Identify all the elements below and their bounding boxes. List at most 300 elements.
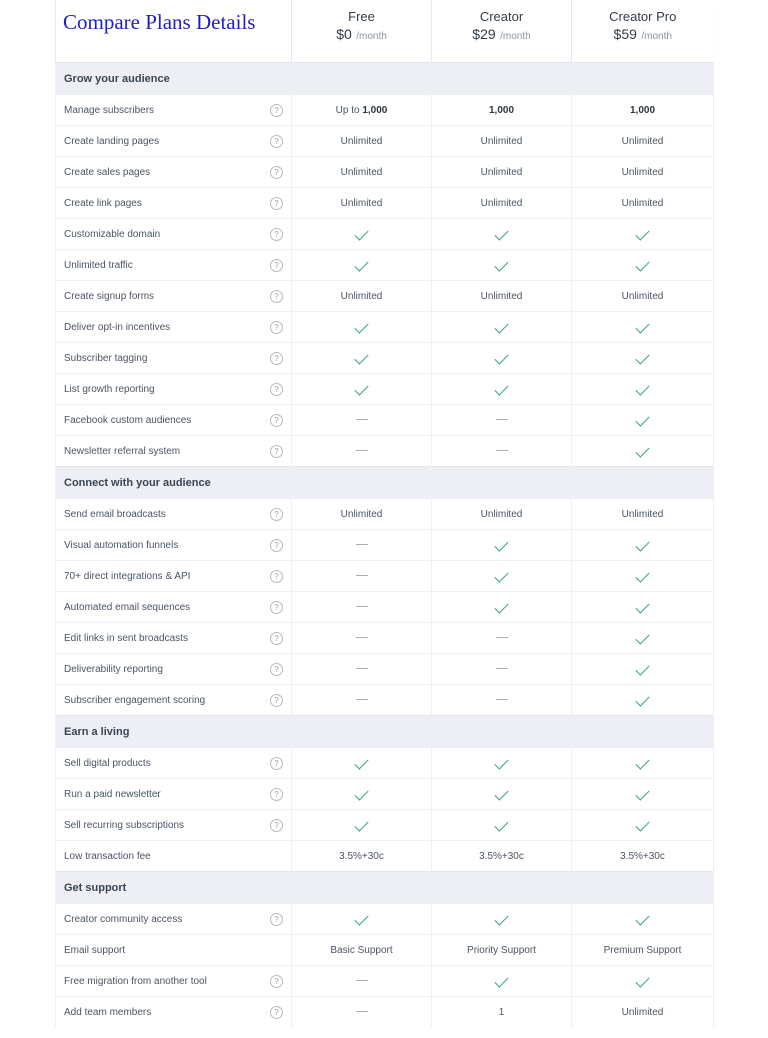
feature-label: Visual automation funnels: [64, 539, 179, 551]
feature-label-cell: [56, 592, 292, 623]
section-cell: [572, 716, 714, 748]
help-icon[interactable]: ?: [270, 601, 283, 614]
value-text: Unlimited: [480, 166, 523, 178]
value-text: Unlimited: [340, 135, 383, 147]
feature-label: Send email broadcasts: [64, 508, 166, 520]
table-row: [56, 126, 714, 157]
check-icon: [354, 381, 368, 395]
plan-value-cell: [292, 281, 432, 312]
check-icon: [494, 911, 508, 925]
feature-label: Add team members: [64, 1006, 152, 1018]
feature-label-cell: [56, 685, 292, 716]
plan-value-cell: [292, 966, 432, 997]
check-icon: [635, 692, 649, 706]
plan-value-cell: [432, 904, 572, 935]
value-text: 3.5%+30c: [620, 850, 665, 862]
plan-value-cell: [572, 126, 714, 157]
plan-value-cell: [432, 592, 572, 623]
plan-value-cell: [292, 157, 432, 188]
plan-value-cell: [432, 343, 572, 374]
feature-label-cell: [56, 436, 292, 467]
table-row: [56, 157, 714, 188]
feature-label: Newsletter referral system: [64, 445, 181, 457]
plan-value-cell: [432, 219, 572, 250]
dash-icon: [356, 575, 368, 576]
feature-label: Run a paid newsletter: [64, 788, 161, 800]
plan-value-cell: [432, 250, 572, 281]
feature-label: 70+ direct integrations & API: [64, 570, 191, 582]
dash-icon: [496, 637, 508, 638]
feature-label: Edit links in sent broadcasts: [64, 632, 188, 644]
plan-value-cell: [432, 654, 572, 685]
table-row: [56, 748, 714, 779]
table-row: [56, 810, 714, 841]
plan-value-cell: [572, 95, 714, 126]
section-title: Grow your audience: [56, 63, 292, 95]
check-icon: [494, 755, 508, 769]
value-text: Unlimited: [621, 197, 664, 209]
help-icon[interactable]: ?: [270, 228, 283, 241]
section-cell: [432, 467, 572, 499]
value-text: Unlimited: [621, 1006, 664, 1018]
help-icon[interactable]: ?: [270, 913, 283, 926]
help-icon[interactable]: ?: [270, 757, 283, 770]
plan-value-cell: [572, 685, 714, 716]
table-row: [56, 95, 714, 126]
check-icon: [635, 817, 649, 831]
help-icon[interactable]: ?: [270, 632, 283, 645]
help-icon[interactable]: ?: [270, 104, 283, 117]
plan-value-cell: [432, 997, 572, 1028]
help-icon[interactable]: ?: [270, 166, 283, 179]
section-cell: [292, 467, 432, 499]
compare-plans-table: [55, 0, 714, 1027]
price-amount: $29: [472, 26, 496, 42]
help-icon[interactable]: ?: [270, 197, 283, 210]
dash-icon: [496, 699, 508, 700]
plan-value-cell: [572, 157, 714, 188]
check-icon: [494, 817, 508, 831]
plan-value-cell: [292, 841, 432, 872]
plan-value-cell: [292, 219, 432, 250]
dash-icon: [496, 419, 508, 420]
feature-label-cell: [56, 748, 292, 779]
section-cell: [292, 716, 432, 748]
plan-value-cell: [572, 219, 714, 250]
feature-label: Create landing pages: [64, 135, 160, 147]
check-icon: [635, 911, 649, 925]
help-icon[interactable]: ?: [270, 570, 283, 583]
section-cell: [572, 872, 714, 904]
compare-plans-table-wrap: [55, 0, 713, 1027]
plan-value-cell: [432, 281, 572, 312]
plan-value-cell: [432, 374, 572, 405]
check-icon: [635, 786, 649, 800]
section-cell: [572, 467, 714, 499]
table-row: [56, 499, 714, 530]
check-icon: [494, 568, 508, 582]
plan-value-cell: [432, 436, 572, 467]
plan-value-cell: [292, 592, 432, 623]
plan-value-cell: [432, 779, 572, 810]
value-text: Unlimited: [621, 290, 664, 302]
feature-label: Sell digital products: [64, 757, 151, 769]
page-title: Compare Plans Details: [56, 0, 292, 63]
dash-icon: [356, 699, 368, 700]
plan-value-cell: [432, 405, 572, 436]
feature-label: Automated email sequences: [64, 601, 191, 613]
check-icon: [494, 350, 508, 364]
check-icon: [494, 257, 508, 271]
value-text: 1: [498, 1006, 505, 1018]
feature-label-cell: [56, 530, 292, 561]
table-row: [56, 250, 714, 281]
value-text: 1,000: [362, 104, 388, 116]
feature-label-cell: [56, 95, 292, 126]
value-text: 3.5%+30c: [479, 850, 524, 862]
feature-label: List growth reporting: [64, 383, 155, 395]
help-icon[interactable]: ?: [270, 352, 283, 365]
table-row: [56, 530, 714, 561]
plan-value-cell: [292, 623, 432, 654]
dash-icon: [356, 606, 368, 607]
plan-value-cell: [572, 499, 714, 530]
plan-value-cell: [292, 374, 432, 405]
feature-label-cell: [56, 157, 292, 188]
check-icon: [494, 973, 508, 987]
plan-value-cell: [292, 126, 432, 157]
plan-value-cell: [572, 779, 714, 810]
value-text: Unlimited: [480, 290, 523, 302]
section-cell: [292, 63, 432, 95]
plan-value-cell: [292, 810, 432, 841]
check-icon: [635, 537, 649, 551]
check-icon: [635, 350, 649, 364]
table-row: [56, 343, 714, 374]
feature-label: Deliverability reporting: [64, 663, 163, 675]
help-icon[interactable]: ?: [270, 975, 283, 988]
check-icon: [354, 319, 368, 333]
help-icon[interactable]: ?: [270, 290, 283, 303]
table-row: [56, 904, 714, 935]
plan-value-cell: [572, 561, 714, 592]
price-period: /month: [500, 31, 531, 42]
plan-header-creator-pro: [572, 0, 714, 63]
plan-value-cell: [572, 405, 714, 436]
value-text: Unlimited: [480, 197, 523, 209]
feature-label: Create sales pages: [64, 166, 151, 178]
plan-value-cell: [292, 935, 432, 966]
table-row: [56, 779, 714, 810]
plan-value-cell: [432, 530, 572, 561]
plan-value-cell: [292, 997, 432, 1028]
feature-label: Facebook custom audiences: [64, 414, 192, 426]
check-icon: [354, 817, 368, 831]
check-icon: [354, 911, 368, 925]
plan-value-cell: [292, 436, 432, 467]
help-icon[interactable]: ?: [270, 539, 283, 552]
price-period: /month: [356, 31, 387, 42]
check-icon: [494, 226, 508, 240]
plan-value-cell: [572, 810, 714, 841]
value-text: Unlimited: [621, 508, 664, 520]
feature-label-cell: [56, 623, 292, 654]
plan-value-cell: [292, 188, 432, 219]
check-icon: [494, 537, 508, 551]
plan-value-cell: [572, 654, 714, 685]
feature-label: Creator community access: [64, 913, 183, 925]
section-header-row: [56, 63, 714, 95]
plan-value-cell: [572, 748, 714, 779]
value-text: Premium Support: [603, 944, 682, 956]
plan-value-cell: [572, 436, 714, 467]
check-icon: [494, 599, 508, 613]
plan-value-cell: [432, 810, 572, 841]
value-text: Unlimited: [621, 166, 664, 178]
section-cell: [432, 872, 572, 904]
dash-icon: [356, 1011, 368, 1012]
plan-price: [292, 26, 431, 44]
plan-value-cell: [292, 779, 432, 810]
plan-value-cell: [432, 157, 572, 188]
value-text: Basic Support: [330, 944, 393, 956]
plan-value-cell: [432, 685, 572, 716]
plan-header-creator: [432, 0, 572, 63]
help-icon[interactable]: ?: [270, 819, 283, 832]
feature-label-cell: [56, 188, 292, 219]
check-icon: [354, 257, 368, 271]
check-icon: [635, 755, 649, 769]
feature-label: Email support: [64, 944, 126, 956]
feature-label: Customizable domain: [64, 228, 161, 240]
help-icon[interactable]: ?: [270, 135, 283, 148]
value-text: Unlimited: [621, 135, 664, 147]
plan-value-cell: [572, 343, 714, 374]
plan-value-cell: [432, 312, 572, 343]
plan-value-cell: [432, 95, 572, 126]
feature-label-cell: [56, 312, 292, 343]
plan-header-free: [292, 0, 432, 63]
table-row: [56, 592, 714, 623]
plan-value-cell: [292, 748, 432, 779]
section-cell: [292, 872, 432, 904]
features-body: [56, 63, 714, 1028]
plan-value-cell: [572, 623, 714, 654]
plan-price: [572, 26, 714, 44]
help-icon[interactable]: ?: [270, 445, 283, 458]
plan-value-cell: [292, 95, 432, 126]
dash-icon: [356, 450, 368, 451]
feature-label-cell: [56, 405, 292, 436]
dash-icon: [356, 544, 368, 545]
help-icon[interactable]: ?: [270, 321, 283, 334]
feature-label: Free migration from another tool: [64, 975, 207, 987]
section-title: Connect with your audience: [56, 467, 292, 499]
feature-label-cell: [56, 343, 292, 374]
plan-value-cell: [572, 904, 714, 935]
plan-value-cell: [572, 281, 714, 312]
table-row: [56, 685, 714, 716]
table-row: [56, 841, 714, 872]
check-icon: [635, 568, 649, 582]
plan-value-cell: [572, 312, 714, 343]
table-row: [56, 312, 714, 343]
check-icon: [494, 319, 508, 333]
plan-value-cell: [292, 499, 432, 530]
value-text: Unlimited: [340, 508, 383, 520]
feature-label-cell: [56, 904, 292, 935]
feature-label: Manage subscribers: [64, 104, 155, 116]
feature-label: Create signup forms: [64, 290, 155, 302]
check-icon: [635, 599, 649, 613]
plan-header-row: [56, 0, 714, 63]
value-text: Unlimited: [340, 197, 383, 209]
price-amount: $59: [613, 26, 637, 42]
plan-value-cell: [572, 188, 714, 219]
plan-price: [432, 26, 571, 44]
table-row: [56, 997, 714, 1028]
table-row: [56, 966, 714, 997]
feature-label: Subscriber tagging: [64, 352, 148, 364]
table-row: [56, 654, 714, 685]
price-period: /month: [641, 31, 672, 42]
plan-name: Creator Pro: [609, 9, 677, 24]
section-header-row: [56, 716, 714, 748]
plan-value-cell: [292, 654, 432, 685]
dash-icon: [496, 668, 508, 669]
plan-value-cell: [572, 966, 714, 997]
table-row: [56, 623, 714, 654]
feature-label-cell: [56, 997, 292, 1028]
check-icon: [635, 319, 649, 333]
feature-label-cell: [56, 841, 292, 872]
plan-value-cell: [292, 312, 432, 343]
feature-label-cell: [56, 779, 292, 810]
help-icon[interactable]: ?: [270, 414, 283, 427]
value-text: 1,000: [629, 104, 656, 116]
help-icon[interactable]: ?: [270, 508, 283, 521]
help-icon[interactable]: ?: [270, 788, 283, 801]
plan-value-cell: [292, 405, 432, 436]
help-icon[interactable]: ?: [270, 694, 283, 707]
check-icon: [635, 257, 649, 271]
dash-icon: [356, 668, 368, 669]
dash-icon: [356, 637, 368, 638]
feature-label-cell: [56, 499, 292, 530]
plan-value-cell: [432, 623, 572, 654]
plan-name: Free: [348, 9, 375, 24]
feature-label-cell: [56, 935, 292, 966]
plan-value-cell: [432, 499, 572, 530]
plan-value-cell: [572, 592, 714, 623]
value-text: 1,000: [488, 104, 515, 116]
check-icon: [494, 381, 508, 395]
table-row: [56, 219, 714, 250]
plan-value-cell: [292, 561, 432, 592]
table-row: [56, 935, 714, 966]
help-icon[interactable]: ?: [270, 259, 283, 272]
plan-value-cell: [292, 530, 432, 561]
price-amount: $0: [336, 26, 352, 42]
check-icon: [635, 630, 649, 644]
check-icon: [635, 661, 649, 675]
plan-value-cell: [432, 935, 572, 966]
plan-value-cell: [572, 935, 714, 966]
check-icon: [635, 973, 649, 987]
section-title: Earn a living: [56, 716, 292, 748]
plan-value-cell: [292, 904, 432, 935]
plan-name: Creator: [479, 9, 524, 24]
plan-value-cell: [432, 841, 572, 872]
check-icon: [354, 786, 368, 800]
help-icon[interactable]: ?: [270, 1006, 283, 1019]
plan-value-cell: [572, 374, 714, 405]
section-cell: [432, 716, 572, 748]
dash-icon: [356, 980, 368, 981]
table-row: [56, 405, 714, 436]
feature-label-cell: [56, 810, 292, 841]
check-icon: [635, 226, 649, 240]
table-row: [56, 281, 714, 312]
dash-icon: [356, 419, 368, 420]
check-icon: [635, 412, 649, 426]
dash-icon: [496, 450, 508, 451]
plan-value-cell: [432, 748, 572, 779]
feature-label: Unlimited traffic: [64, 259, 133, 271]
value-text: Unlimited: [340, 166, 383, 178]
section-title: Get support: [56, 872, 292, 904]
feature-label-cell: [56, 219, 292, 250]
plan-value-cell: [432, 561, 572, 592]
section-header-row: [56, 467, 714, 499]
value-prefix: Up to: [335, 104, 363, 116]
check-icon: [354, 350, 368, 364]
plan-value-cell: [572, 250, 714, 281]
plan-value-cell: [292, 685, 432, 716]
plan-value-cell: [572, 997, 714, 1028]
feature-label: Subscriber engagement scoring: [64, 694, 206, 706]
plan-value-cell: [572, 841, 714, 872]
table-row: [56, 374, 714, 405]
table-row: [56, 561, 714, 592]
section-cell: [432, 63, 572, 95]
feature-label-cell: [56, 374, 292, 405]
feature-label-cell: [56, 966, 292, 997]
check-icon: [494, 786, 508, 800]
check-icon: [354, 755, 368, 769]
check-icon: [354, 226, 368, 240]
feature-label: Create link pages: [64, 197, 142, 209]
feature-label-cell: [56, 126, 292, 157]
feature-label: Low transaction fee: [64, 850, 151, 862]
section-header-row: [56, 872, 714, 904]
plan-value-cell: [292, 250, 432, 281]
feature-label: Sell recurring subscriptions: [64, 819, 185, 831]
value-text: 3.5%+30c: [339, 850, 384, 862]
value-text: Unlimited: [340, 290, 383, 302]
feature-label-cell: [56, 281, 292, 312]
table-row: [56, 436, 714, 467]
feature-label-cell: [56, 561, 292, 592]
value-text: Unlimited: [480, 508, 523, 520]
check-icon: [635, 443, 649, 457]
help-icon[interactable]: ?: [270, 663, 283, 676]
help-icon[interactable]: ?: [270, 383, 283, 396]
feature-label: Deliver opt-in incentives: [64, 321, 171, 333]
section-cell: [572, 63, 714, 95]
plan-value-cell: [432, 966, 572, 997]
feature-label-cell: [56, 654, 292, 685]
